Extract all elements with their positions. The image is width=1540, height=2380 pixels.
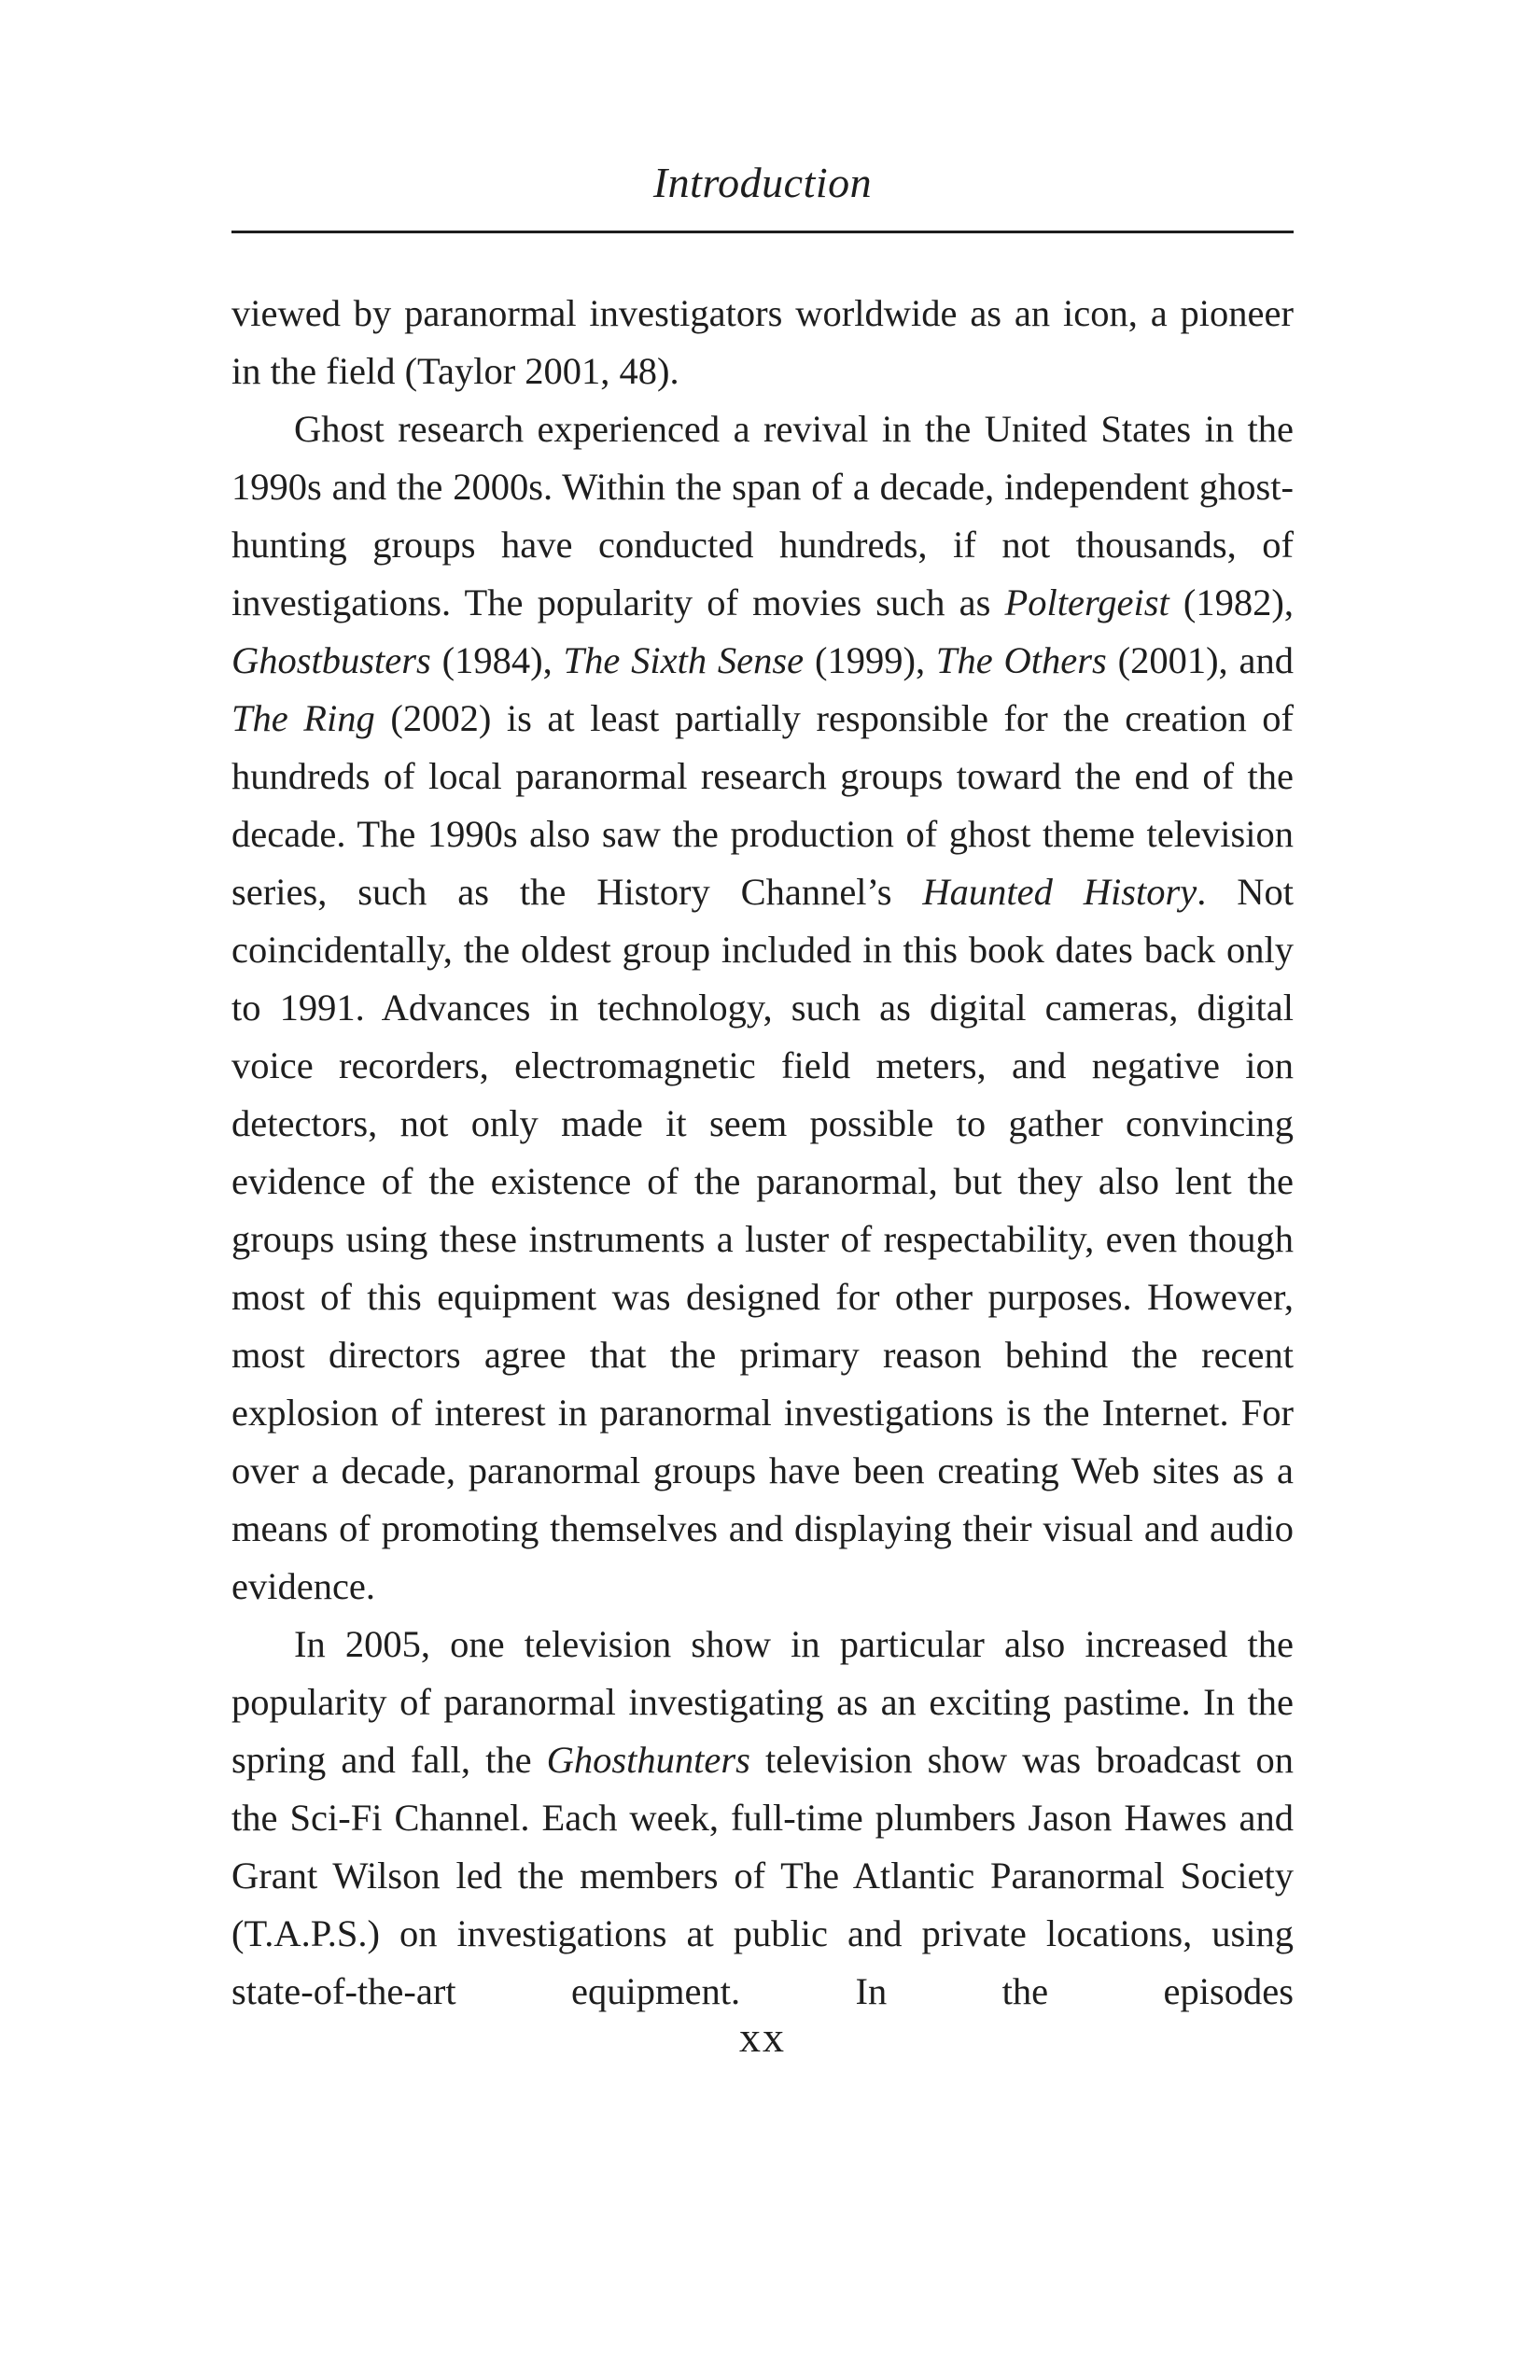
paragraph-2 [231,400,1294,1616]
film-title-the-others: The Others [935,639,1107,681]
film-title-sixth-sense: The Sixth Sense [563,639,805,681]
film-title-ghostbusters: Ghostbusters [231,639,431,681]
page-number: xx [739,2013,786,2061]
text-segment: (1982), [1169,581,1294,623]
text-segment: Ghost research experienced a revival in the United States in the 1990s and the 2000s. Within the span of a decade, independent ghost-hunting groups have conducted hundreds, if not thousands, of investigations. The popularity of movies such as [231,408,1294,623]
header-rule [231,231,1294,233]
text-segment: (2002) is at least partially responsible for the creation of hundreds of local paranormal research groups toward the end of the decade. The 1990s also saw the production of ghost theme television series, such as the History Channel’s [231,697,1294,913]
film-title-poltergeist: Poltergeist [1004,581,1169,623]
text-segment: (1999), [804,639,936,681]
running-head: Introduction [652,159,873,206]
film-title-the-ring: The Ring [231,697,375,739]
text-segment: (1984), [430,639,564,681]
text-segment: television show was broadcast on the Sci-Fi Channel. Each week, full-time plumbers Jason Hawes and Grant Wilson led the members of The Atlantic Paranormal Society (T.A.P.S.) on investigations at public and private locations, using state-of-the-art equipment. In the episodes [231,1739,1294,2012]
paragraph-1 [231,285,1294,400]
text-segment: . Not coincidentally, the oldest group included in this book dates back only to 1991. Advances in technology, such as digital cameras, digital voice recorders, electromagnetic field meters, and negative ion detectors, not only made it seem possible to gather convincing evidence of the existence of the paranormal, but they also lent the groups using these instruments a luster of respectability, even though most of this equipment was designed for other purposes. However, most directors agree that the primary reason behind the recent explosion of interest in paranormal investigations is the Internet. For over a decade, paranormal groups have been creating Web sites as a means of promoting themselves and displaying their visual and audio evidence. [231,871,1294,1607]
body-text [231,285,1294,2021]
tv-title-haunted-history: Haunted History [922,871,1197,913]
paragraph-3 [231,1616,1294,2021]
text-segment: In 2005, one television show in particular also increased the popularity of paranormal investigating as an exciting pastime. In the spring and fall, the [231,1623,1294,1781]
tv-title-ghosthunters: Ghosthunters [546,1739,750,1781]
text-segment: viewed by paranormal investigators worldwide as an icon, a pioneer in the field (Taylor 2001, 48). [231,292,1294,392]
text-segment: (2001), and [1106,639,1294,681]
